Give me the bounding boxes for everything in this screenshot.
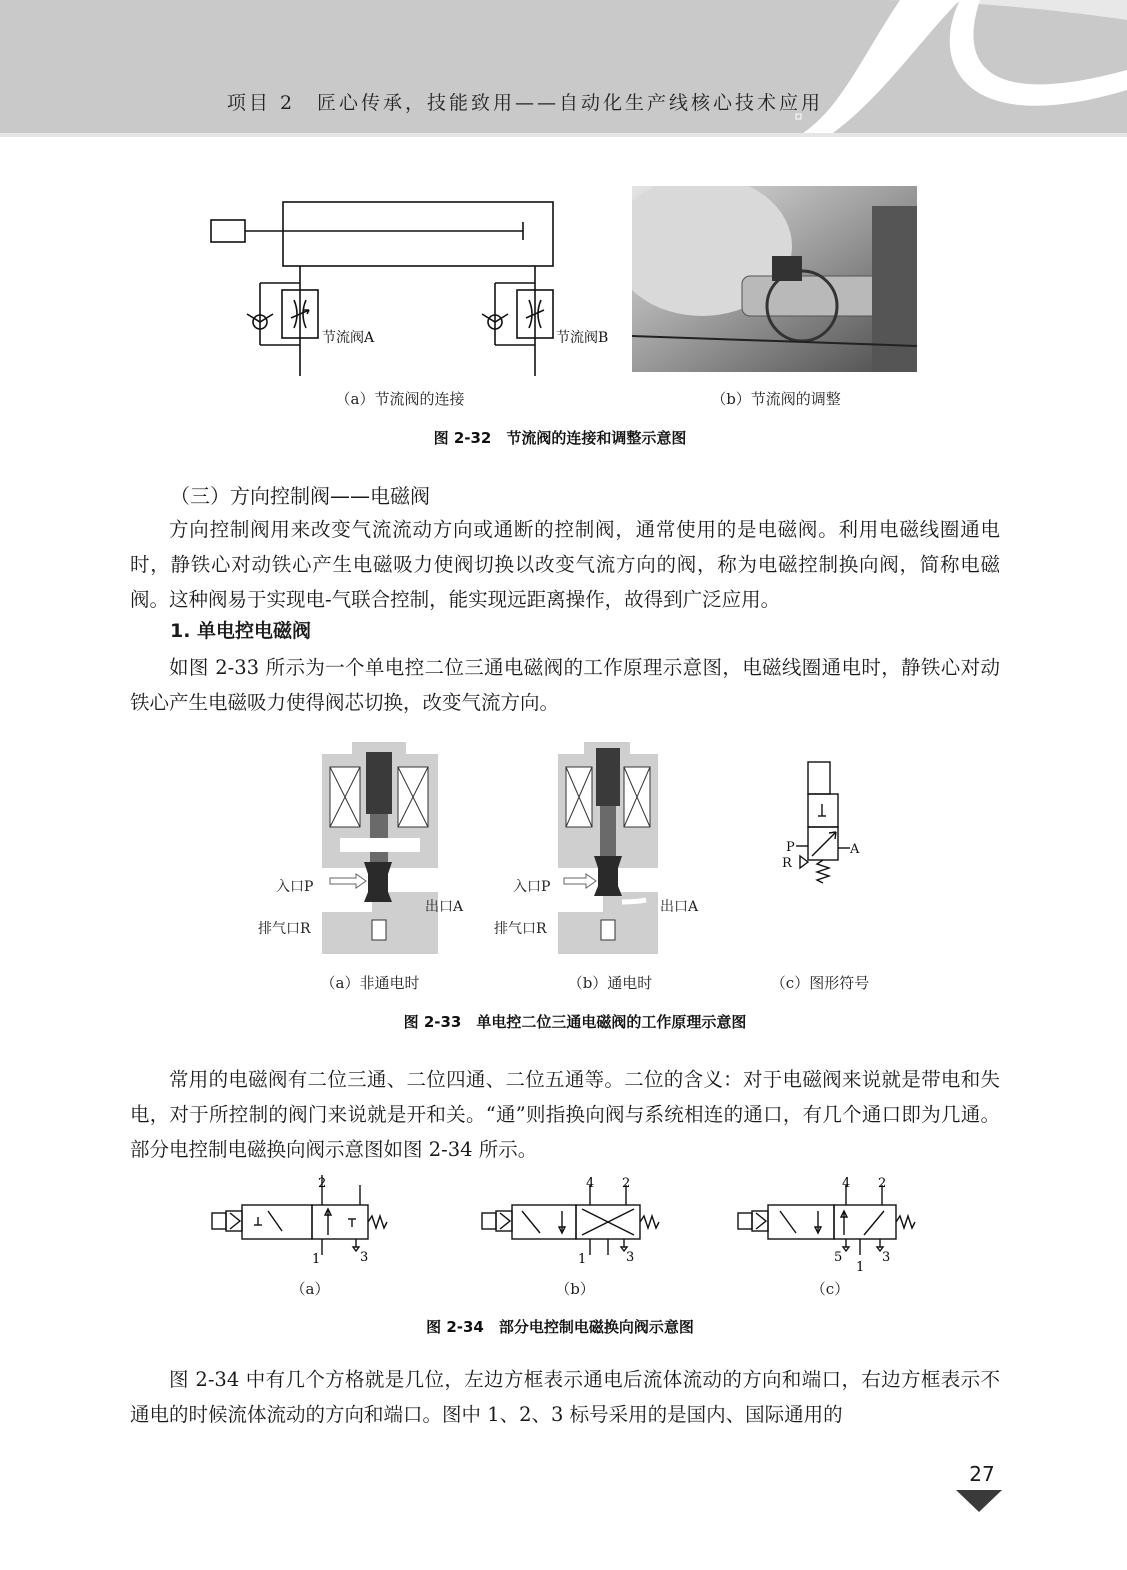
fig34-title: 图 2-34 部分电控制电磁换向阀示意图 — [426, 1318, 694, 1336]
fig34b-port-3: 3 — [626, 1250, 635, 1265]
fig34c-port-2: 2 — [878, 1176, 887, 1191]
fig34a-port-2: 2 — [318, 1176, 327, 1191]
symbol-p-label: P — [786, 840, 795, 855]
valve-diagram-a — [208, 1175, 388, 1270]
paragraph-3: 常用的电磁阀有二位三通、二位四通、二位五通等。二位的含义：对于电磁阀来说就是带电和失电，对于所控制的阀门来说就是开和关。“通”则指换向阀与系统相连的通口，有几个通口即为几通。部分电控制电磁换向阀示意图如图 2-34 所示。 — [130, 1068, 1000, 1161]
fig33b-outlet-label: 出口A — [660, 899, 699, 915]
page-number: 27 — [969, 1462, 995, 1486]
throttle-valve-schematic — [205, 190, 625, 380]
section-heading: （三）方向控制阀——电磁阀 — [170, 484, 430, 508]
fig32-title: 图 2-32 节流阀的连接和调整示意图 — [433, 429, 687, 447]
fig34-caption-b: （b） — [555, 1280, 595, 1298]
valve-graphic-symbol — [778, 758, 868, 893]
fig34a-port-1: 1 — [312, 1252, 321, 1267]
fig33-caption-b: （b）通电时 — [567, 974, 653, 992]
paragraph-1: 方向控制阀用来改变气流流动方向或通断的控制阀，通常使用的是电磁阀。利用电磁线圈通电时，静铁心对动铁心产生电磁吸力使阀切换以改变气流方向的阀，称为电磁控制换向阀，简称电磁阀。这种阀易于实现电-气联合控制，能实现远距离操作，故得到广泛应用。 — [130, 518, 1000, 611]
throttle-adjust-photo — [632, 186, 917, 372]
throttle-valve-b-label: 节流阀B — [556, 330, 609, 346]
solenoid-valve-energized — [556, 742, 658, 957]
fig34b-port-2: 2 — [622, 1176, 631, 1191]
fig34a-port-3: 3 — [360, 1250, 369, 1265]
fig34c-port-4: 4 — [842, 1176, 851, 1191]
symbol-a-label: A — [850, 842, 860, 857]
sub-heading: 1. 单电控电磁阀 — [170, 620, 312, 642]
fig33-caption-c: （c）图形符号 — [770, 974, 870, 992]
fig34b-port-1: 1 — [578, 1252, 587, 1267]
fig34-caption-c: （c） — [810, 1280, 850, 1298]
valve-diagram-c — [734, 1175, 919, 1275]
throttle-valve-a-label: 节流阀A — [322, 330, 375, 346]
valve-diagram-b — [478, 1175, 663, 1270]
page-header-band — [0, 0, 1127, 140]
fig33-title: 图 2-33 单电控二位三通电磁阀的工作原理示意图 — [403, 1013, 747, 1031]
fig33b-exhaust-label: 排气口R — [494, 921, 547, 937]
fig33a-exhaust-label: 排气口R — [258, 921, 311, 937]
fig34-caption-a: （a） — [290, 1280, 330, 1298]
fig34c-port-3: 3 — [882, 1250, 891, 1265]
paragraph-2: 如图 2-33 所示为一个单电控二位三通电磁阀的工作原理示意图，电磁线圈通电时，静铁心对动铁心产生电磁吸力使得阀芯切换，改变气流方向。 — [130, 656, 1000, 714]
fig33b-inlet-label: 入口P — [513, 879, 551, 895]
fig33-caption-a: （a）非通电时 — [320, 974, 420, 992]
fig32-caption-a: （a）节流阀的连接 — [335, 390, 465, 408]
fig33a-inlet-label: 入口P — [276, 879, 314, 895]
fig32-caption-b: （b）节流阀的调整 — [711, 390, 841, 408]
fig34c-port-5: 5 — [834, 1250, 843, 1265]
paragraph-4: 图 2-34 中有几个方格就是几位，左边方框表示通电后流体流动的方向和端口，右边方框表示不通电的时候流体流动的方向和端口。图中 1、2、3 标号采用的是国内、国际通用的 — [130, 1368, 1000, 1426]
fig34b-port-4: 4 — [586, 1176, 595, 1191]
symbol-r-label: R — [782, 856, 792, 871]
fig33a-outlet-label: 出口A — [425, 899, 464, 915]
running-header: 项目 2 匠心传承，技能致用——自动化生产线核心技术应用 — [226, 92, 824, 114]
page-marker-triangle-icon — [956, 1490, 1002, 1514]
fig34c-port-1: 1 — [856, 1260, 865, 1275]
solenoid-valve-deenergized — [320, 742, 440, 957]
